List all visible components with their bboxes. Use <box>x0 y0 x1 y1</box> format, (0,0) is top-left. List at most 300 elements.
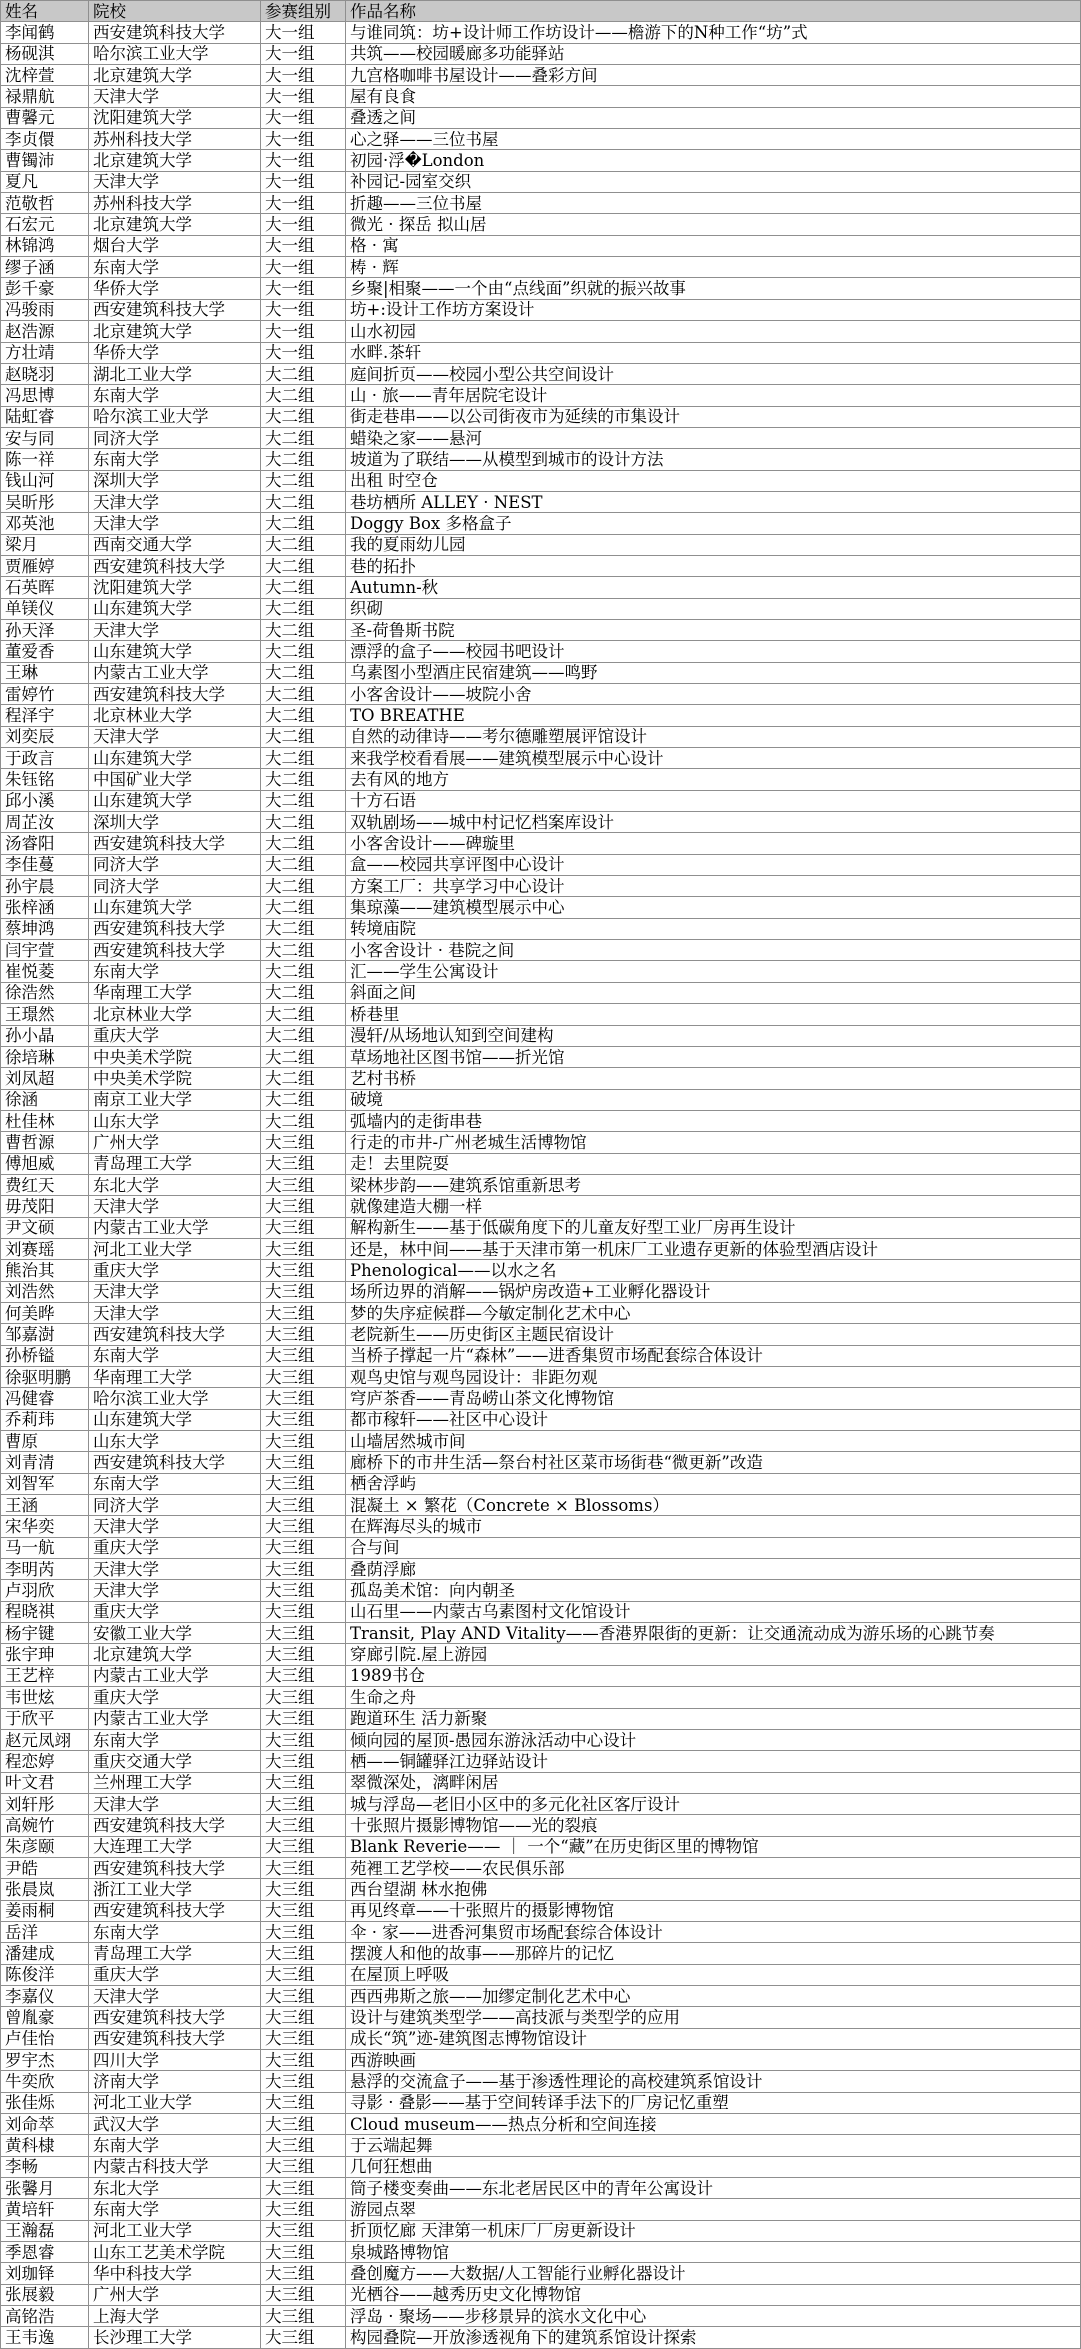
table-row <box>1 1985 1081 2006</box>
cell-title: 折顶忆廊 天津第一机床厂厂房更新设计 <box>346 2220 1081 2241</box>
cell-group: 大三组 <box>261 1345 346 1366</box>
cell-school: 深圳大学 <box>89 470 261 491</box>
cell-name: 张晨岚 <box>1 1879 89 1900</box>
cell-name: 姜雨桐 <box>1 1900 89 1921</box>
cell-group: 大三组 <box>261 1601 346 1622</box>
cell-group: 大三组 <box>261 1260 346 1281</box>
cell-group: 大二组 <box>261 1004 346 1025</box>
cell-title: 弧墙内的走街串巷 <box>346 1110 1081 1131</box>
cell-group: 大三组 <box>261 1302 346 1323</box>
cell-group: 大二组 <box>261 1046 346 1067</box>
cell-group: 大三组 <box>261 1623 346 1644</box>
cell-school: 山东建筑大学 <box>89 748 261 769</box>
cell-school: 东南大学 <box>89 385 261 406</box>
cell-group: 大三组 <box>261 1473 346 1494</box>
cell-name: 赵元凤翊 <box>1 1729 89 1750</box>
cell-name: 曹哲源 <box>1 1132 89 1153</box>
cell-name: 黄培轩 <box>1 2199 89 2220</box>
cell-school: 苏州科技大学 <box>89 129 261 150</box>
cell-name: 孙桥镒 <box>1 1345 89 1366</box>
cell-name: 梁月 <box>1 534 89 555</box>
cell-school: 西安建筑科技大学 <box>89 918 261 939</box>
cell-title: 巷坊栖所 ALLEY · NEST <box>346 491 1081 512</box>
table-row <box>1 1281 1081 1302</box>
cell-name: 缪子涵 <box>1 257 89 278</box>
cell-school: 西安建筑科技大学 <box>89 1857 261 1878</box>
header-name: 姓名 <box>1 1 89 22</box>
cell-school: 东南大学 <box>89 2135 261 2156</box>
cell-group: 大三组 <box>261 1708 346 1729</box>
cell-school: 天津大学 <box>89 513 261 534</box>
cell-title: 梦的失序症候群—今敏定制化艺术中心 <box>346 1302 1081 1323</box>
cell-group: 大二组 <box>261 684 346 705</box>
cell-school: 西安建筑科技大学 <box>89 1452 261 1473</box>
cell-title: 都市稼轩——社区中心设计 <box>346 1409 1081 1430</box>
cell-title: Blank Reverie—— ｜ 一个“藏”在历史街区里的博物馆 <box>346 1836 1081 1857</box>
cell-group: 大一组 <box>261 193 346 214</box>
cell-school: 东南大学 <box>89 1921 261 1942</box>
cell-school: 东南大学 <box>89 961 261 982</box>
cell-title: 方案工厂：共享学习中心设计 <box>346 876 1081 897</box>
cell-school: 东南大学 <box>89 2199 261 2220</box>
cell-school: 沈阳建筑大学 <box>89 577 261 598</box>
cell-name: 石英晖 <box>1 577 89 598</box>
cell-school: 大连理工大学 <box>89 1836 261 1857</box>
cell-title: 泉城路博物馆 <box>346 2242 1081 2263</box>
cell-name: 刘珈铎 <box>1 2263 89 2284</box>
cell-title: 与谁同筑：坊+设计师工作坊设计——檐游下的N种工作“坊”式 <box>346 22 1081 43</box>
cell-name: 单镁仪 <box>1 598 89 619</box>
cell-title: 补园记-园室交织 <box>346 171 1081 192</box>
cell-name: 李佳蔓 <box>1 854 89 875</box>
cell-name: 刘赛瑶 <box>1 1238 89 1259</box>
cell-name: 沈梓萱 <box>1 65 89 86</box>
cell-title: Transit, Play AND Vitality——香港界限街的更新：让交通流动成为游乐场的心跳节奏 <box>346 1623 1081 1644</box>
table-row <box>1 662 1081 683</box>
cell-school: 山东工艺美术学院 <box>89 2242 261 2263</box>
cell-group: 大三组 <box>261 1559 346 1580</box>
cell-group: 大一组 <box>261 342 346 363</box>
cell-name: 尹皓 <box>1 1857 89 1878</box>
cell-title: 乌素图小型酒庄民宿建筑——鸣野 <box>346 662 1081 683</box>
cell-name: 黄科棣 <box>1 2135 89 2156</box>
cell-title: 苑裡工艺学校——农民俱乐部 <box>346 1857 1081 1878</box>
cell-name: 李闻鹤 <box>1 22 89 43</box>
cell-school: 天津大学 <box>89 1196 261 1217</box>
header-school: 院校 <box>89 1 261 22</box>
table-row <box>1 705 1081 726</box>
cell-school: 重庆大学 <box>89 1025 261 1046</box>
cell-school: 天津大学 <box>89 1985 261 2006</box>
cell-group: 大一组 <box>261 86 346 107</box>
cell-school: 东南大学 <box>89 1345 261 1366</box>
cell-title: 梼 · 辉 <box>346 257 1081 278</box>
cell-name: 李畅 <box>1 2156 89 2177</box>
cell-group: 大二组 <box>261 790 346 811</box>
table-row <box>1 2306 1081 2327</box>
cell-school: 西安建筑科技大学 <box>89 22 261 43</box>
cell-school: 浙江工业大学 <box>89 1879 261 1900</box>
cell-title: 就像建造大棚一样 <box>346 1196 1081 1217</box>
cell-title: 在屋顶上呼吸 <box>346 1964 1081 1985</box>
cell-name: 刘轩彤 <box>1 1793 89 1814</box>
table-row <box>1 86 1081 107</box>
cell-school: 同济大学 <box>89 1495 261 1516</box>
cell-name: 雷婷竹 <box>1 684 89 705</box>
table-row <box>1 1495 1081 1516</box>
cell-group: 大二组 <box>261 940 346 961</box>
table-row <box>1 2071 1081 2092</box>
cell-title: 伞 · 家——进香河集贸市场配套综合体设计 <box>346 1921 1081 1942</box>
cell-group: 大一组 <box>261 257 346 278</box>
cell-name: 张梓涵 <box>1 897 89 918</box>
cell-name: 冯思博 <box>1 385 89 406</box>
cell-name: 韦世炫 <box>1 1687 89 1708</box>
cell-title: 水畔.茶轩 <box>346 342 1081 363</box>
cell-school: 广州大学 <box>89 1132 261 1153</box>
cell-group: 大二组 <box>261 897 346 918</box>
cell-name: 乔莉玮 <box>1 1409 89 1430</box>
cell-name: 钱山河 <box>1 470 89 491</box>
table-row <box>1 171 1081 192</box>
cell-name: 王涵 <box>1 1495 89 1516</box>
cell-title: 转境庙院 <box>346 918 1081 939</box>
cell-title: 圣-荷鲁斯书院 <box>346 619 1081 640</box>
cell-group: 大一组 <box>261 65 346 86</box>
cell-school: 中央美术学院 <box>89 1046 261 1067</box>
cell-title: 栖舍浮屿 <box>346 1473 1081 1494</box>
cell-name: 刘奕辰 <box>1 726 89 747</box>
table-row <box>1 299 1081 320</box>
table-row <box>1 65 1081 86</box>
cell-title: 我的夏雨幼儿园 <box>346 534 1081 555</box>
cell-name: 杨宇键 <box>1 1623 89 1644</box>
cell-title: 在辉海尽头的城市 <box>346 1516 1081 1537</box>
cell-group: 大三组 <box>261 2071 346 2092</box>
cell-school: 东南大学 <box>89 1729 261 1750</box>
cell-school: 重庆交通大学 <box>89 1751 261 1772</box>
cell-group: 大一组 <box>261 43 346 64</box>
cell-group: 大二组 <box>261 470 346 491</box>
cell-group: 大三组 <box>261 1238 346 1259</box>
cell-group: 大二组 <box>261 769 346 790</box>
table-row <box>1 1601 1081 1622</box>
cell-name: 张展毅 <box>1 2284 89 2305</box>
cell-name: 邓英池 <box>1 513 89 534</box>
cell-group: 大三组 <box>261 2178 346 2199</box>
table-row <box>1 235 1081 256</box>
cell-title: 十方石语 <box>346 790 1081 811</box>
cell-title: 场所边界的消解——锅炉房改造+工业孵化器设计 <box>346 1281 1081 1302</box>
table-row <box>1 555 1081 576</box>
cell-group: 大二组 <box>261 641 346 662</box>
cell-group: 大二组 <box>261 619 346 640</box>
cell-school: 天津大学 <box>89 1793 261 1814</box>
cell-group: 大二组 <box>261 577 346 598</box>
cell-school: 西安建筑科技大学 <box>89 2007 261 2028</box>
cell-group: 大二组 <box>261 406 346 427</box>
cell-group: 大三组 <box>261 1324 346 1345</box>
cell-school: 同济大学 <box>89 854 261 875</box>
cell-title: Phenological——以水之名 <box>346 1260 1081 1281</box>
cell-group: 大二组 <box>261 1025 346 1046</box>
cell-group: 大三组 <box>261 2028 346 2049</box>
cell-name: 邹嘉澍 <box>1 1324 89 1345</box>
table-row <box>1 1857 1081 1878</box>
cell-title: 西台望湖 林水抱佛 <box>346 1879 1081 1900</box>
cell-title: 小客舍设计——碑璇里 <box>346 833 1081 854</box>
cell-title: 乡聚|相聚——一个由“点线面”织就的振兴故事 <box>346 278 1081 299</box>
cell-title: 草场地社区图书馆——折光馆 <box>346 1046 1081 1067</box>
cell-name: 王瀚磊 <box>1 2220 89 2241</box>
cell-school: 天津大学 <box>89 171 261 192</box>
cell-name: 刘智军 <box>1 1473 89 1494</box>
table-row <box>1 2242 1081 2263</box>
table-row <box>1 1196 1081 1217</box>
cell-school: 青岛理工大学 <box>89 1153 261 1174</box>
cell-name: 朱彦颐 <box>1 1836 89 1857</box>
cell-group: 大二组 <box>261 449 346 470</box>
cell-school: 河北工业大学 <box>89 1238 261 1259</box>
cell-title: 解构新生——基于低碳角度下的儿童友好型工业厂房再生设计 <box>346 1217 1081 1238</box>
cell-school: 天津大学 <box>89 1559 261 1580</box>
table-row <box>1 1559 1081 1580</box>
table-row <box>1 1751 1081 1772</box>
cell-school: 深圳大学 <box>89 812 261 833</box>
cell-school: 北京建筑大学 <box>89 65 261 86</box>
cell-school: 天津大学 <box>89 1281 261 1302</box>
cell-group: 大三组 <box>261 1409 346 1430</box>
cell-name: 夏凡 <box>1 171 89 192</box>
table-row <box>1 619 1081 640</box>
cell-title: 蜡染之家——悬河 <box>346 427 1081 448</box>
cell-name: 朱钰铭 <box>1 769 89 790</box>
cell-school: 西南交通大学 <box>89 534 261 555</box>
cell-group: 大二组 <box>261 1089 346 1110</box>
cell-title: 摆渡人和他的故事——那碎片的记忆 <box>346 1943 1081 1964</box>
table-row <box>1 2284 1081 2305</box>
cell-title: 跑道环生 活力新聚 <box>346 1708 1081 1729</box>
cell-title: 寻影 · 叠影——基于空间转译手法下的厂房记忆重塑 <box>346 2092 1081 2113</box>
cell-group: 大三组 <box>261 1153 346 1174</box>
cell-title: 漫轩/从场地认知到空间建构 <box>346 1025 1081 1046</box>
cell-title: 还是，林中间——基于天津市第一机床厂工业遗存更新的体验型酒店设计 <box>346 1238 1081 1259</box>
cell-name: 邱小溪 <box>1 790 89 811</box>
table-row <box>1 577 1081 598</box>
cell-name: 季恩睿 <box>1 2242 89 2263</box>
cell-group: 大一组 <box>261 171 346 192</box>
table-row <box>1 321 1081 342</box>
cell-name: 岳洋 <box>1 1921 89 1942</box>
cell-group: 大三组 <box>261 1452 346 1473</box>
cell-group: 大三组 <box>261 1985 346 2006</box>
cell-title: 设计与建筑类型学——高技派与类型学的应用 <box>346 2007 1081 2028</box>
cell-name: 刘命萃 <box>1 2114 89 2135</box>
cell-school: 北京建筑大学 <box>89 321 261 342</box>
cell-group: 大三组 <box>261 1132 346 1153</box>
table-row <box>1 1238 1081 1259</box>
cell-name: 曾胤豪 <box>1 2007 89 2028</box>
cell-name: 安与同 <box>1 427 89 448</box>
table-row <box>1 2199 1081 2220</box>
cell-name: 陈一祥 <box>1 449 89 470</box>
cell-school: 华侨大学 <box>89 278 261 299</box>
cell-group: 大三组 <box>261 1388 346 1409</box>
table-row <box>1 1260 1081 1281</box>
cell-school: 重庆大学 <box>89 1964 261 1985</box>
cell-school: 哈尔滨工业大学 <box>89 1388 261 1409</box>
table-row <box>1 598 1081 619</box>
cell-group: 大三组 <box>261 2263 346 2284</box>
table-row <box>1 1367 1081 1388</box>
table-row <box>1 854 1081 875</box>
cell-group: 大二组 <box>261 363 346 384</box>
table-row <box>1 1345 1081 1366</box>
cell-school: 苏州科技大学 <box>89 193 261 214</box>
cell-title: 当桥子撑起一片“森林”——进香集贸市场配套综合体设计 <box>346 1345 1081 1366</box>
table-row <box>1 982 1081 1003</box>
cell-name: 冯骏雨 <box>1 299 89 320</box>
cell-title: 巷的拓扑 <box>346 555 1081 576</box>
cell-group: 大二组 <box>261 534 346 555</box>
cell-group: 大二组 <box>261 876 346 897</box>
cell-title: 西西弗斯之旅——加缪定制化艺术中心 <box>346 1985 1081 2006</box>
cell-title: 再见终章——十张照片的摄影博物馆 <box>346 1900 1081 1921</box>
cell-title: 光栖谷——越秀历史文化博物馆 <box>346 2284 1081 2305</box>
cell-title: 桥巷里 <box>346 1004 1081 1025</box>
cell-name: 费红天 <box>1 1174 89 1195</box>
cell-name: 徐涵 <box>1 1089 89 1110</box>
cell-group: 大三组 <box>261 2199 346 2220</box>
cell-group: 大二组 <box>261 726 346 747</box>
cell-school: 西安建筑科技大学 <box>89 555 261 576</box>
cell-title: 穿廊引院.屋上游园 <box>346 1644 1081 1665</box>
cell-title: 梁林步韵——建筑系馆重新思考 <box>346 1174 1081 1195</box>
cell-school: 重庆大学 <box>89 1601 261 1622</box>
table-row <box>1 150 1081 171</box>
cell-school: 东南大学 <box>89 449 261 470</box>
table-row <box>1 1473 1081 1494</box>
cell-school: 北京林业大学 <box>89 1004 261 1025</box>
cell-group: 大二组 <box>261 982 346 1003</box>
cell-name: 贾雁婷 <box>1 555 89 576</box>
cell-school: 重庆大学 <box>89 1260 261 1281</box>
cell-name: 赵浩源 <box>1 321 89 342</box>
cell-group: 大二组 <box>261 491 346 512</box>
cell-school: 山东建筑大学 <box>89 790 261 811</box>
table-row <box>1 769 1081 790</box>
cell-name: 高婉竹 <box>1 1815 89 1836</box>
cell-group: 大二组 <box>261 1068 346 1089</box>
table-row <box>1 961 1081 982</box>
table-row <box>1 1708 1081 1729</box>
cell-title: 叠透之间 <box>346 107 1081 128</box>
cell-title: 破境 <box>346 1089 1081 1110</box>
cell-name: 徐培琳 <box>1 1046 89 1067</box>
cell-title: 集琼藻——建筑模型展示中心 <box>346 897 1081 918</box>
cell-school: 内蒙古工业大学 <box>89 1708 261 1729</box>
cell-group: 大三组 <box>261 1431 346 1452</box>
cell-name: 李嘉仪 <box>1 1985 89 2006</box>
cell-school: 南京工业大学 <box>89 1089 261 1110</box>
cell-name: 叶文君 <box>1 1772 89 1793</box>
cell-group: 大二组 <box>261 918 346 939</box>
cell-name: 张佳烁 <box>1 2092 89 2113</box>
cell-title: 来我学校看看展——建筑模型展示中心设计 <box>346 748 1081 769</box>
cell-school: 西安建筑科技大学 <box>89 299 261 320</box>
cell-name: 程泽宇 <box>1 705 89 726</box>
table-row <box>1 918 1081 939</box>
cell-title: Doggy Box 多格盒子 <box>346 513 1081 534</box>
cell-name: 彭千豪 <box>1 278 89 299</box>
table-row <box>1 641 1081 662</box>
cell-title: 几何狂想曲 <box>346 2156 1081 2177</box>
table-row <box>1 1687 1081 1708</box>
cell-group: 大二组 <box>261 385 346 406</box>
cell-group: 大三组 <box>261 2135 346 2156</box>
cell-school: 同济大学 <box>89 427 261 448</box>
cell-name: 曹原 <box>1 1431 89 1452</box>
cell-name: 方壮靖 <box>1 342 89 363</box>
header-title: 作品名称 <box>346 1 1081 22</box>
table-row <box>1 1004 1081 1025</box>
table-row <box>1 1729 1081 1750</box>
cell-name: 崔悦菱 <box>1 961 89 982</box>
cell-group: 大二组 <box>261 854 346 875</box>
table-row <box>1 1793 1081 1814</box>
cell-group: 大二组 <box>261 662 346 683</box>
cell-school: 上海大学 <box>89 2306 261 2327</box>
cell-name: 周芷汝 <box>1 812 89 833</box>
table-row <box>1 406 1081 427</box>
cell-group: 大二组 <box>261 748 346 769</box>
cell-title: 折趣——三位书屋 <box>346 193 1081 214</box>
cell-school: 重庆大学 <box>89 1537 261 1558</box>
cell-school: 东南大学 <box>89 1473 261 1494</box>
cell-title: 双轨剧场——城中村记忆档案库设计 <box>346 812 1081 833</box>
cell-name: 陆虹睿 <box>1 406 89 427</box>
cell-group: 大二组 <box>261 961 346 982</box>
cell-school: 北京建筑大学 <box>89 214 261 235</box>
cell-group: 大三组 <box>261 1217 346 1238</box>
table-row <box>1 107 1081 128</box>
cell-school: 山东建筑大学 <box>89 897 261 918</box>
cell-school: 内蒙古工业大学 <box>89 1665 261 1686</box>
cell-title: 坡道为了联结——从模型到城市的设计方法 <box>346 449 1081 470</box>
cell-school: 天津大学 <box>89 86 261 107</box>
cell-title: 合与间 <box>346 1537 1081 1558</box>
cell-title: 翠微深处，漓畔闲居 <box>346 1772 1081 1793</box>
cell-school: 河北工业大学 <box>89 2220 261 2241</box>
cell-title: 心之驿——三位书屋 <box>346 129 1081 150</box>
cell-title: 1989书仓 <box>346 1665 1081 1686</box>
cell-group: 大三组 <box>261 1196 346 1217</box>
cell-group: 大二组 <box>261 812 346 833</box>
cell-school: 华中科技大学 <box>89 2263 261 2284</box>
cell-group: 大三组 <box>261 1900 346 1921</box>
cell-title: 行走的市井-广州老城生活博物馆 <box>346 1132 1081 1153</box>
cell-title: 老院新生——历史街区主题民宿设计 <box>346 1324 1081 1345</box>
cell-school: 青岛理工大学 <box>89 1943 261 1964</box>
table-row <box>1 1217 1081 1238</box>
table-row <box>1 2050 1081 2071</box>
table-row <box>1 1409 1081 1430</box>
cell-group: 大三组 <box>261 1793 346 1814</box>
cell-name: 闫宇萱 <box>1 940 89 961</box>
cell-title: 格 · 寓 <box>346 235 1081 256</box>
cell-title: 自然的动律诗——考尔德雕塑展评馆设计 <box>346 726 1081 747</box>
table-row <box>1 1623 1081 1644</box>
